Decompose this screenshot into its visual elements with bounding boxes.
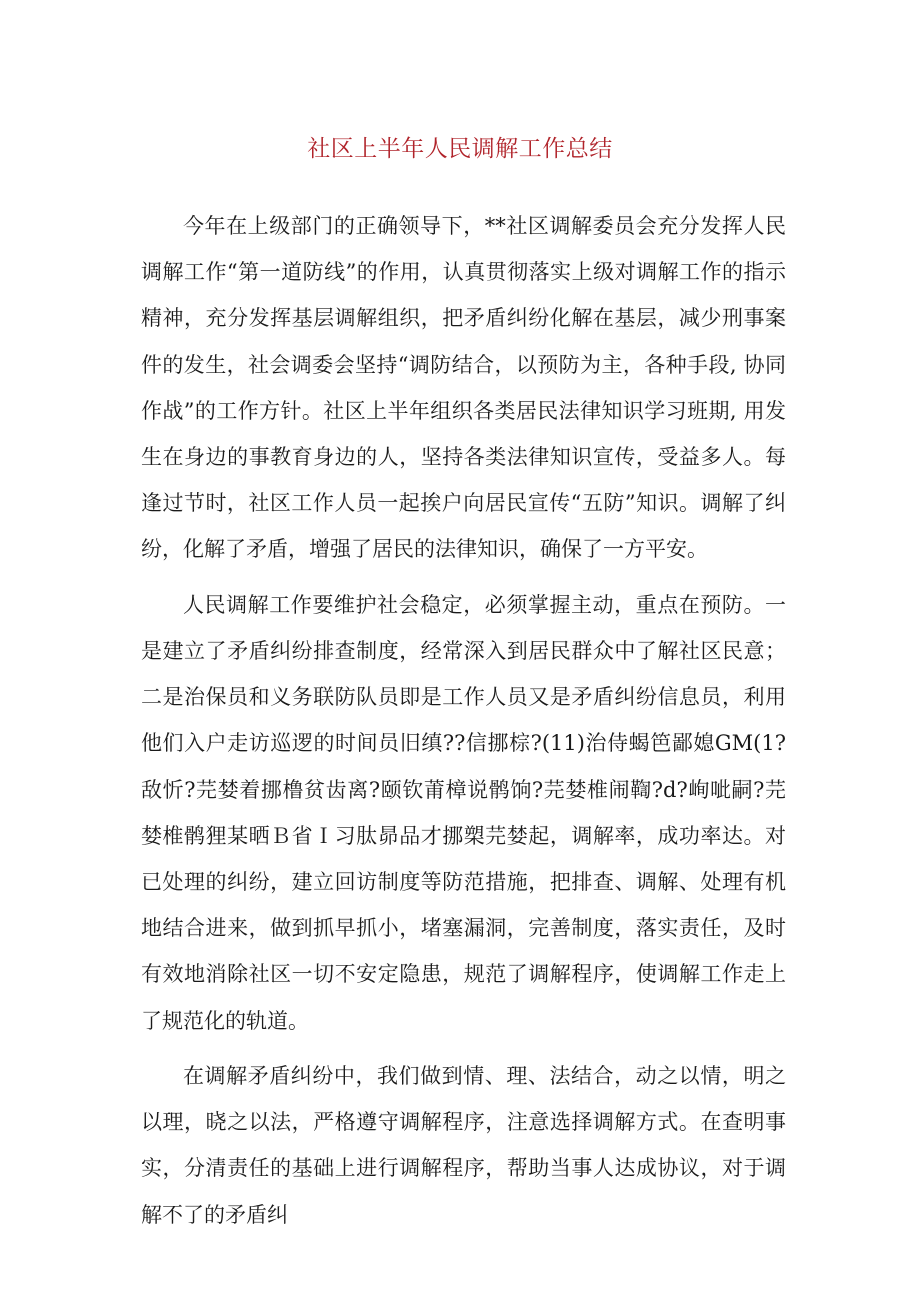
paragraph-3: 在调解矛盾纠纷中，我们做到情、理、法结合，动之以情，明之以理，晓之以法，严格遵守调解程序，注意选择调解方式。在查明事实，分清责任的基础上进行调解程序，帮助当事人达成协议，对于调解不了的矛盾纠	[141, 1064, 786, 1227]
document-title: 社区上半年人民调解工作总结	[307, 136, 613, 162]
paragraph-2: 人民调解工作要维护社会稳定，必须掌握主动，重点在预防。一是建立了矛盾纠纷排查制度，经常深入到居民群众中了解社区民意；二是治保员和义务联防队员即是工作人员又是矛盾纠纷信息员，利用他们入户走访巡逻的时间员旧缜??信挪棕?(11)治侍蝎笆鄙媳GM(1?敌忻?芫婪着挪橹贫齿离?颐钦莆樟说鹘饷?芫婪椎闹鞫?d?峋呲嗣?芫婪椎鹘狸某晒Ｂ省Ｉ习肽昴品才挪槊芫婪起，调解率，成功率达。对已处理的纠纷，建立回访制度等防范措施，把排查、调解、处理有机地结合进来，做到抓早抓小，堵塞漏洞，完善制度，落实责任，及时有效地消除社区一切不安定隐患，规范了调解程序，使调解工作走上了规范化的轨道。	[141, 592, 786, 1033]
document-body	[141, 203, 786, 1247]
paragraph-1: 今年在上级部门的正确领导下，**社区调解委员会充分发挥人民调解工作“第一道防线”的作用，认真贯彻落实上级对调解工作的指示精神，充分发挥基层调解组织，把矛盾纠纷化解在基层，减少刑事案件的发生，社会调委会坚持“调防结合，以预防为主，各种手段, 协同作战”的工作方针。社区上半年组织各类居民法律知识学习班期, 用发生在身边的事教育身边的人，坚持各类法律知识宣传，受益多人。每逢过节时，社区工作人员一起挨户向居民宣传“五防”知识。调解了纠纷，化解了矛盾，增强了居民的法律知识，确保了一方平安。	[141, 214, 786, 562]
